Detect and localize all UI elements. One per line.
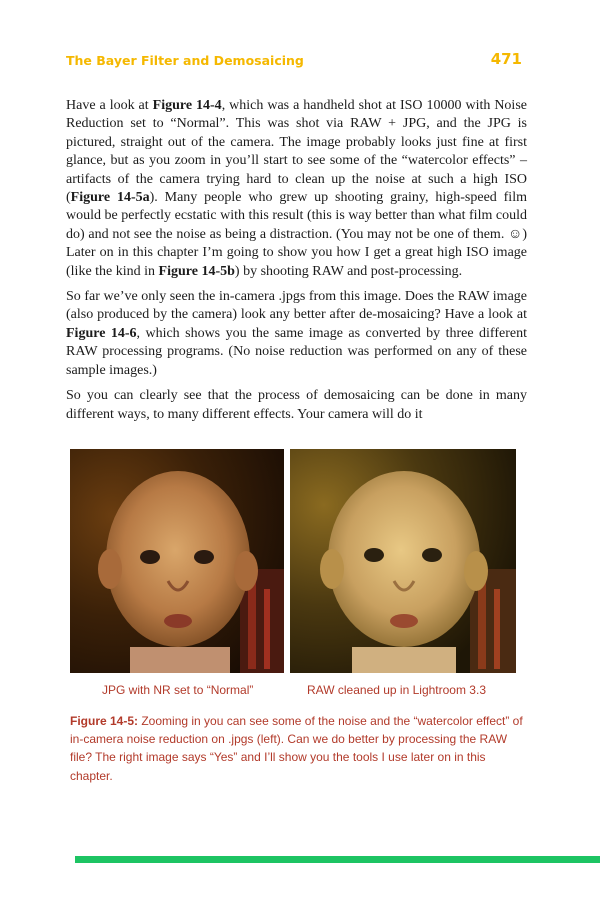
figure-caption-text: Zooming in you can see some of the noise and the “watercolor effect” of in-camera noise reduction on .jpgs (left). Can we do better by processing the RAW file? The right image says “Yes” and I’ll show you the tools I use later on in this chapter. [70, 714, 523, 783]
figure-ref: Figure 14-5a [70, 190, 150, 206]
photo-raw-lightroom [290, 449, 516, 673]
left-photo-caption: JPG with NR set to “Normal” [102, 683, 254, 697]
figure-label: Figure 14-5: [70, 714, 139, 728]
text-run: So far we’ve only seen the in-camera .jpgs from this image. Does the RAW image (also produced by the camera) look any better after de-mosaicing? Have a look at [66, 289, 527, 323]
text-run: , which shows you the same image as converted by three different RAW processing programs. (No noise reduction was performed on any of these sample images.) [66, 325, 527, 378]
paragraph-3 [66, 387, 527, 424]
paragraph-2 [66, 288, 527, 380]
footer-bar [75, 856, 600, 863]
body-text [66, 97, 527, 431]
figure-ref: Figure 14-5b [158, 263, 235, 279]
running-header [66, 52, 522, 72]
page-number: 471 [490, 50, 522, 68]
figure-caption [70, 712, 530, 785]
photo-jpg-noise-reduction [70, 449, 284, 673]
text-run: Have a look at [66, 98, 153, 113]
paragraph-1 [66, 97, 527, 281]
text-run: , which was a handheld shot at ISO 10000 with Noise Reduction set to “Normal”. This was shot via RAW + JPG, and the JPG is pictured, straight out of the camera. The image probably looks just fine at first glance, but as you zoom in you’ll start to see some of the “watercolor effects” – artifacts of the camera trying hard to clean up the noise at such a high ISO ( [66, 98, 527, 206]
text-run: So you can clearly see that the process of demosaicing can be done in many different ways, to many different effects. Your camera will do it [66, 388, 527, 422]
figure-ref: Figure 14-4 [152, 98, 222, 113]
right-photo-caption: RAW cleaned up in Lightroom 3.3 [307, 683, 486, 697]
chapter-title: The Bayer Filter and Demosaicing [66, 53, 304, 68]
text-run: ) by shooting RAW and post-processing. [234, 263, 463, 279]
figure-ref: Figure 14-6 [66, 325, 137, 341]
text-run: ). Many people who grew up shooting grainy, high-speed film would be perfectly ecstatic with this result (this is way better than what film could do) and not see the noise as being a distraction. (You may not be one of them. ☺) Later on in this chapter I’m going to show you how I get a great high ISO image (like the kind in [66, 190, 527, 279]
